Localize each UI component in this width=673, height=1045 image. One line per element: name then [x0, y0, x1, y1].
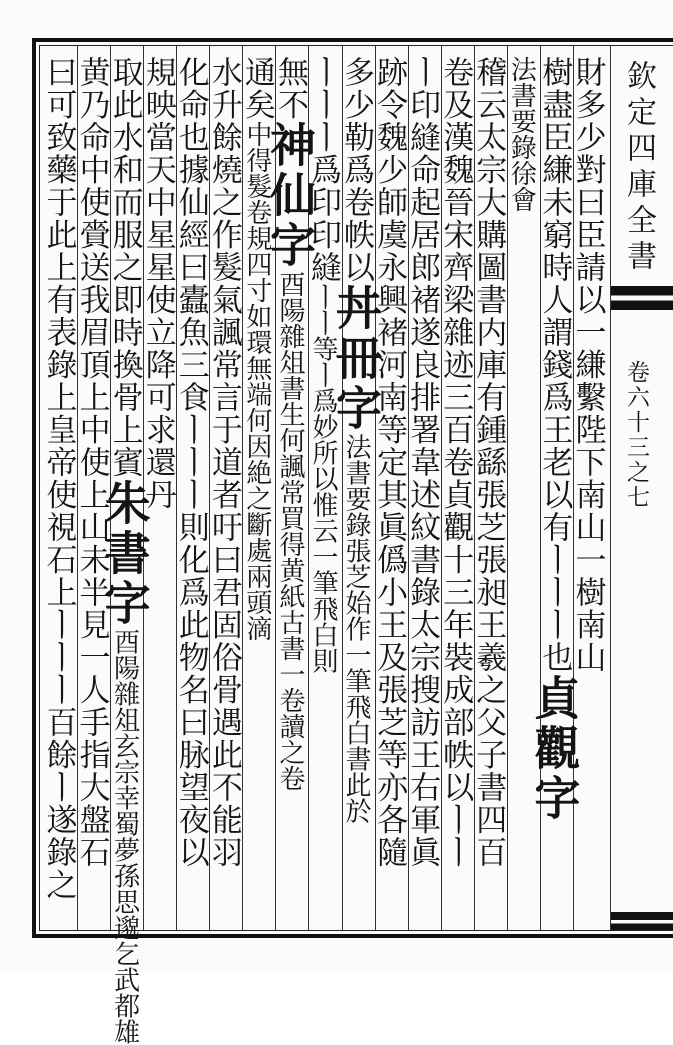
fishtail-mark-top [611, 286, 673, 310]
column-text: 稽云太宗大購圖書内庫有鍾繇張芝張昶王羲之父子書四百 [470, 56, 507, 869]
column-text: 財多少對曰臣請以一縑繫陛下南山一樹南山 [569, 56, 606, 674]
column-text: 卷及漢魏晉宋齊梁雜迹三百卷貞觀十三年裝成部帙以ㅣㅣ [437, 56, 474, 869]
column-text: 無不 [271, 56, 308, 121]
column-text: 曰可致藥于此上有表錄上皇帝使視石上ㅣㅣㅣ百餘ㅣ遂錄之 [40, 56, 77, 901]
entry-heading: 丼冊字 [329, 283, 384, 434]
fishtail-mark-bottom [611, 912, 673, 930]
column-text: 通矣 [238, 56, 275, 121]
column-text: 化命也據仙經曰蠹魚三食ㅣㅣㅣ則化爲此物名曰脉望夜以 [172, 56, 209, 869]
column-text: 取此水和而服之即時換骨上賓 [106, 56, 143, 479]
column-text: 樹盡臣縑未窮時人謂錢爲王老以有ㅣㅣㅣ也 [536, 56, 573, 674]
column-text: ㅣ印縫命起居郎褚遂良排署韋述紋書錄太宗搜訪王右軍眞 [404, 56, 441, 869]
column-text: 多少勒爲卷帙以 [338, 56, 375, 284]
column-text: 中得髮卷規四寸如環無端何因絶之斷處兩頭滴 [241, 121, 272, 641]
column-text: 跡令魏少師虞永興褚河南等定其眞僞小王及張芝等亦各隨 [371, 56, 408, 869]
column-text: ㅣㅣ等ㅣ爲妙所以惟云一筆飛白則 [308, 283, 338, 674]
volume-label: 卷六十三之七 [623, 360, 649, 510]
column-text: ㅣㅣㅣ爲印印縫 [305, 56, 341, 284]
column-text: 規映當天中星星使立降可求還丹 [139, 56, 176, 511]
entry-heading: 貞觀字 [527, 673, 582, 824]
entry-heading: 神仙字 [262, 121, 317, 271]
column-text: 法書要錄徐會 [506, 56, 537, 212]
column-text: 酉陽雜俎書生何諷常買得黄紙古書一卷讀之卷 [274, 271, 305, 791]
fishtail-rule [610, 46, 612, 930]
text-column [41, 56, 81, 924]
column-text: 黄乃命中使賫送我眉頂上中使上山未半見一人手指大盤石 [73, 56, 110, 869]
column-text: 酉陽雜俎玄宗幸蜀夢孫思邈乞武都雄 [109, 628, 140, 1045]
entry-heading: 朱書字 [97, 478, 152, 629]
column-text: 法書要錄張芝始作一筆飛白書此於 [341, 433, 372, 824]
book-title: 欽定四庫全書 [621, 60, 656, 276]
column-text: 水升餘燒之作髮氣諷常言于道者吁曰君固俗骨遇此不能羽 [205, 56, 242, 869]
